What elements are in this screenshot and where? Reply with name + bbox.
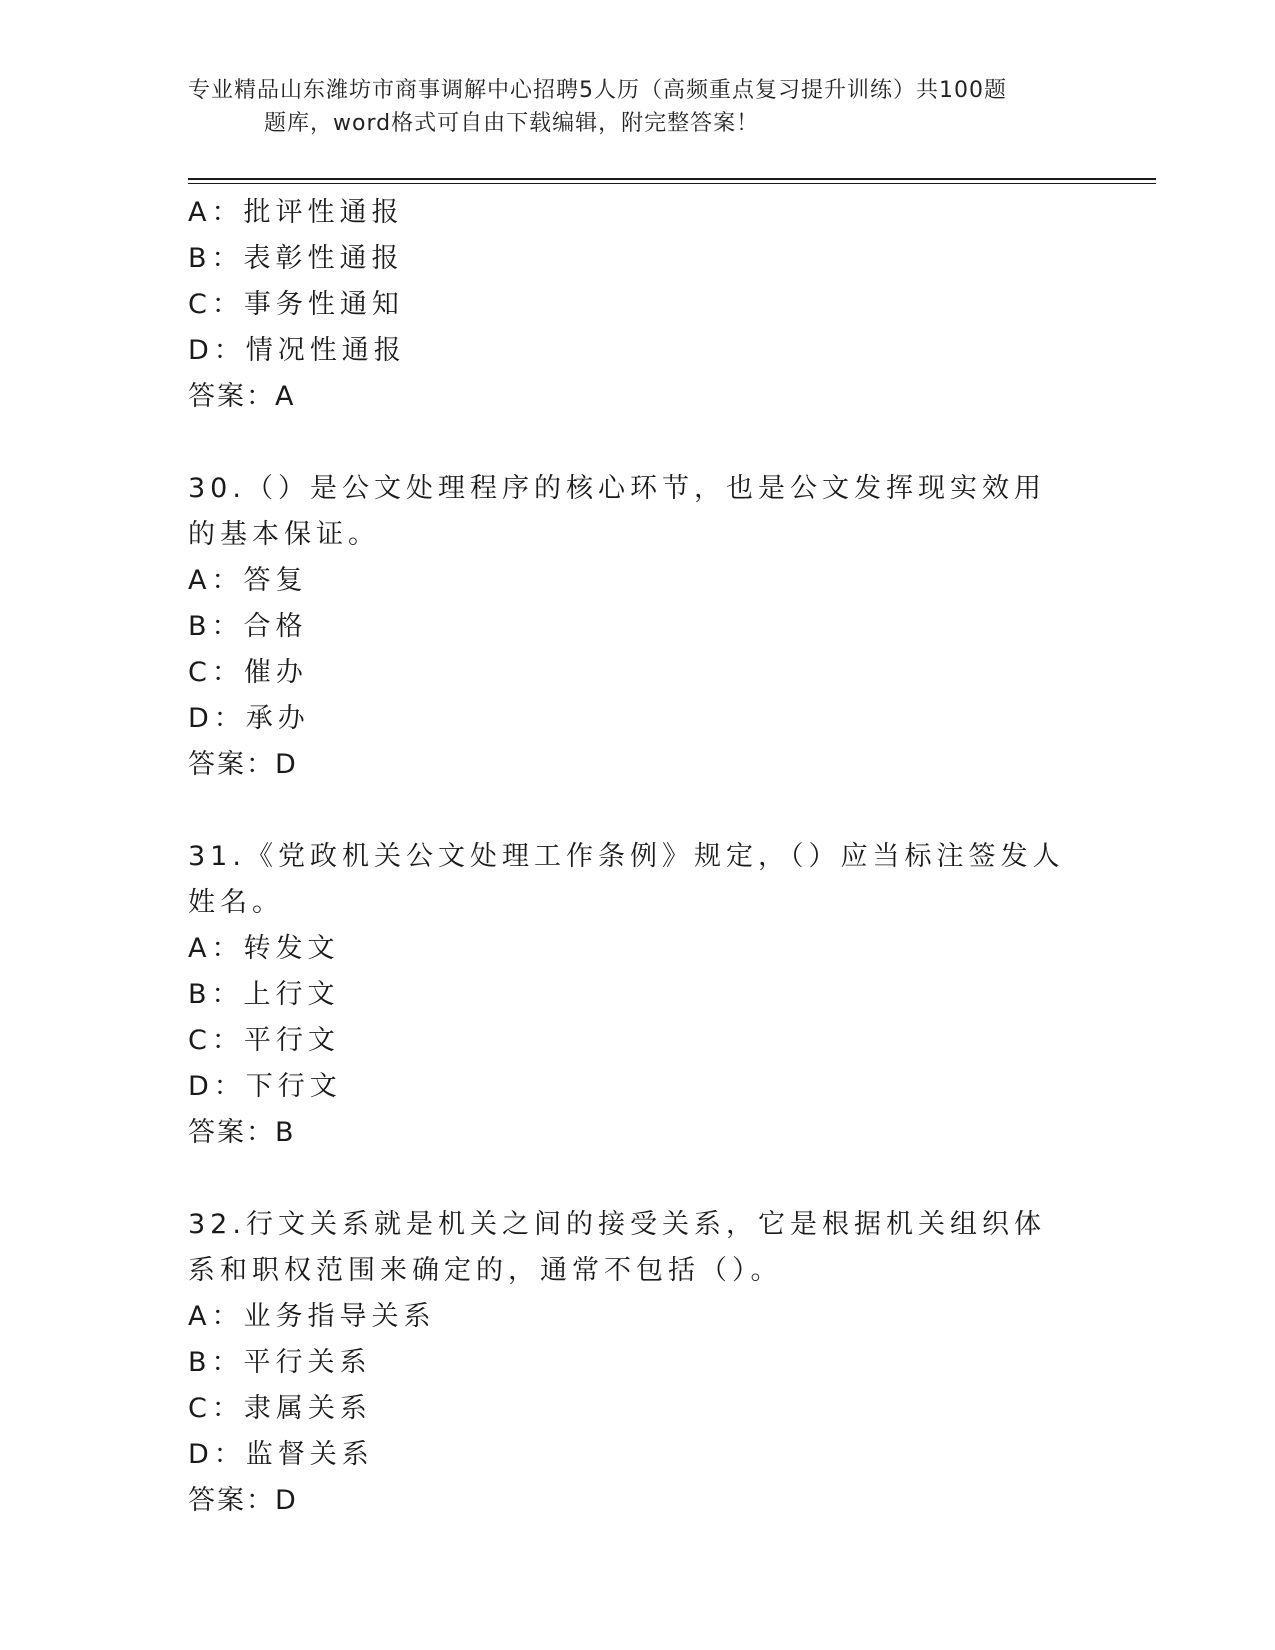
answer-line: 答案：A: [188, 381, 296, 412]
answer-line: 答案：D: [188, 749, 298, 780]
option-b: B：平行关系: [188, 1347, 372, 1378]
question-stem: 31.《党政机关公文处理工作条例》规定，（）应当标注签发人姓名。: [188, 841, 1065, 918]
option-c: C：隶属关系: [188, 1393, 372, 1424]
question-list: [188, 190, 1088, 1524]
question-30: [188, 466, 1088, 788]
option-d: D：承办: [188, 703, 310, 734]
option-a: A：批评性通报: [188, 197, 404, 228]
header-title-line1: 专业精品山东潍坊市商事调解中心招聘5人历（高频重点复习提升训练）共100题: [188, 78, 1007, 103]
question-gap: [188, 788, 1088, 834]
question-stem: 30.（）是公文处理程序的核心环节，也是公文发挥现实效用的基本保证。: [188, 473, 1046, 550]
header-divider-thin: [188, 183, 1156, 184]
option-b: B：上行文: [188, 979, 340, 1010]
question-gap: [188, 420, 1088, 466]
option-d: D：情况性通报: [188, 335, 406, 366]
answer-line: 答案：B: [188, 1117, 296, 1148]
question-stem: 32.行文关系就是机关之间的接受关系，它是根据机关组织体系和职权范围来确定的，通常不包括（）。: [188, 1209, 1046, 1286]
option-d: D：下行文: [188, 1071, 342, 1102]
option-a: A：转发文: [188, 933, 340, 964]
question-31: [188, 834, 1088, 1156]
option-c: C：事务性通知: [188, 289, 404, 320]
option-b: B：合格: [188, 611, 308, 642]
option-a: A：业务指导关系: [188, 1301, 436, 1332]
question-gap: [188, 1156, 1088, 1202]
answer-line: 答案：D: [188, 1485, 298, 1516]
document-header: [188, 74, 1088, 140]
header-title-line2: 题库，word格式可自由下载编辑，附完整答案！: [264, 111, 760, 136]
option-d: D：监督关系: [188, 1439, 374, 1470]
option-c: C：催办: [188, 657, 308, 688]
question-32: [188, 1202, 1088, 1524]
option-c: C：平行文: [188, 1025, 340, 1056]
header-divider-thick: [188, 178, 1156, 180]
option-b: B：表彰性通报: [188, 243, 404, 274]
option-a: A：答复: [188, 565, 308, 596]
question-29-partial: [188, 190, 1088, 420]
